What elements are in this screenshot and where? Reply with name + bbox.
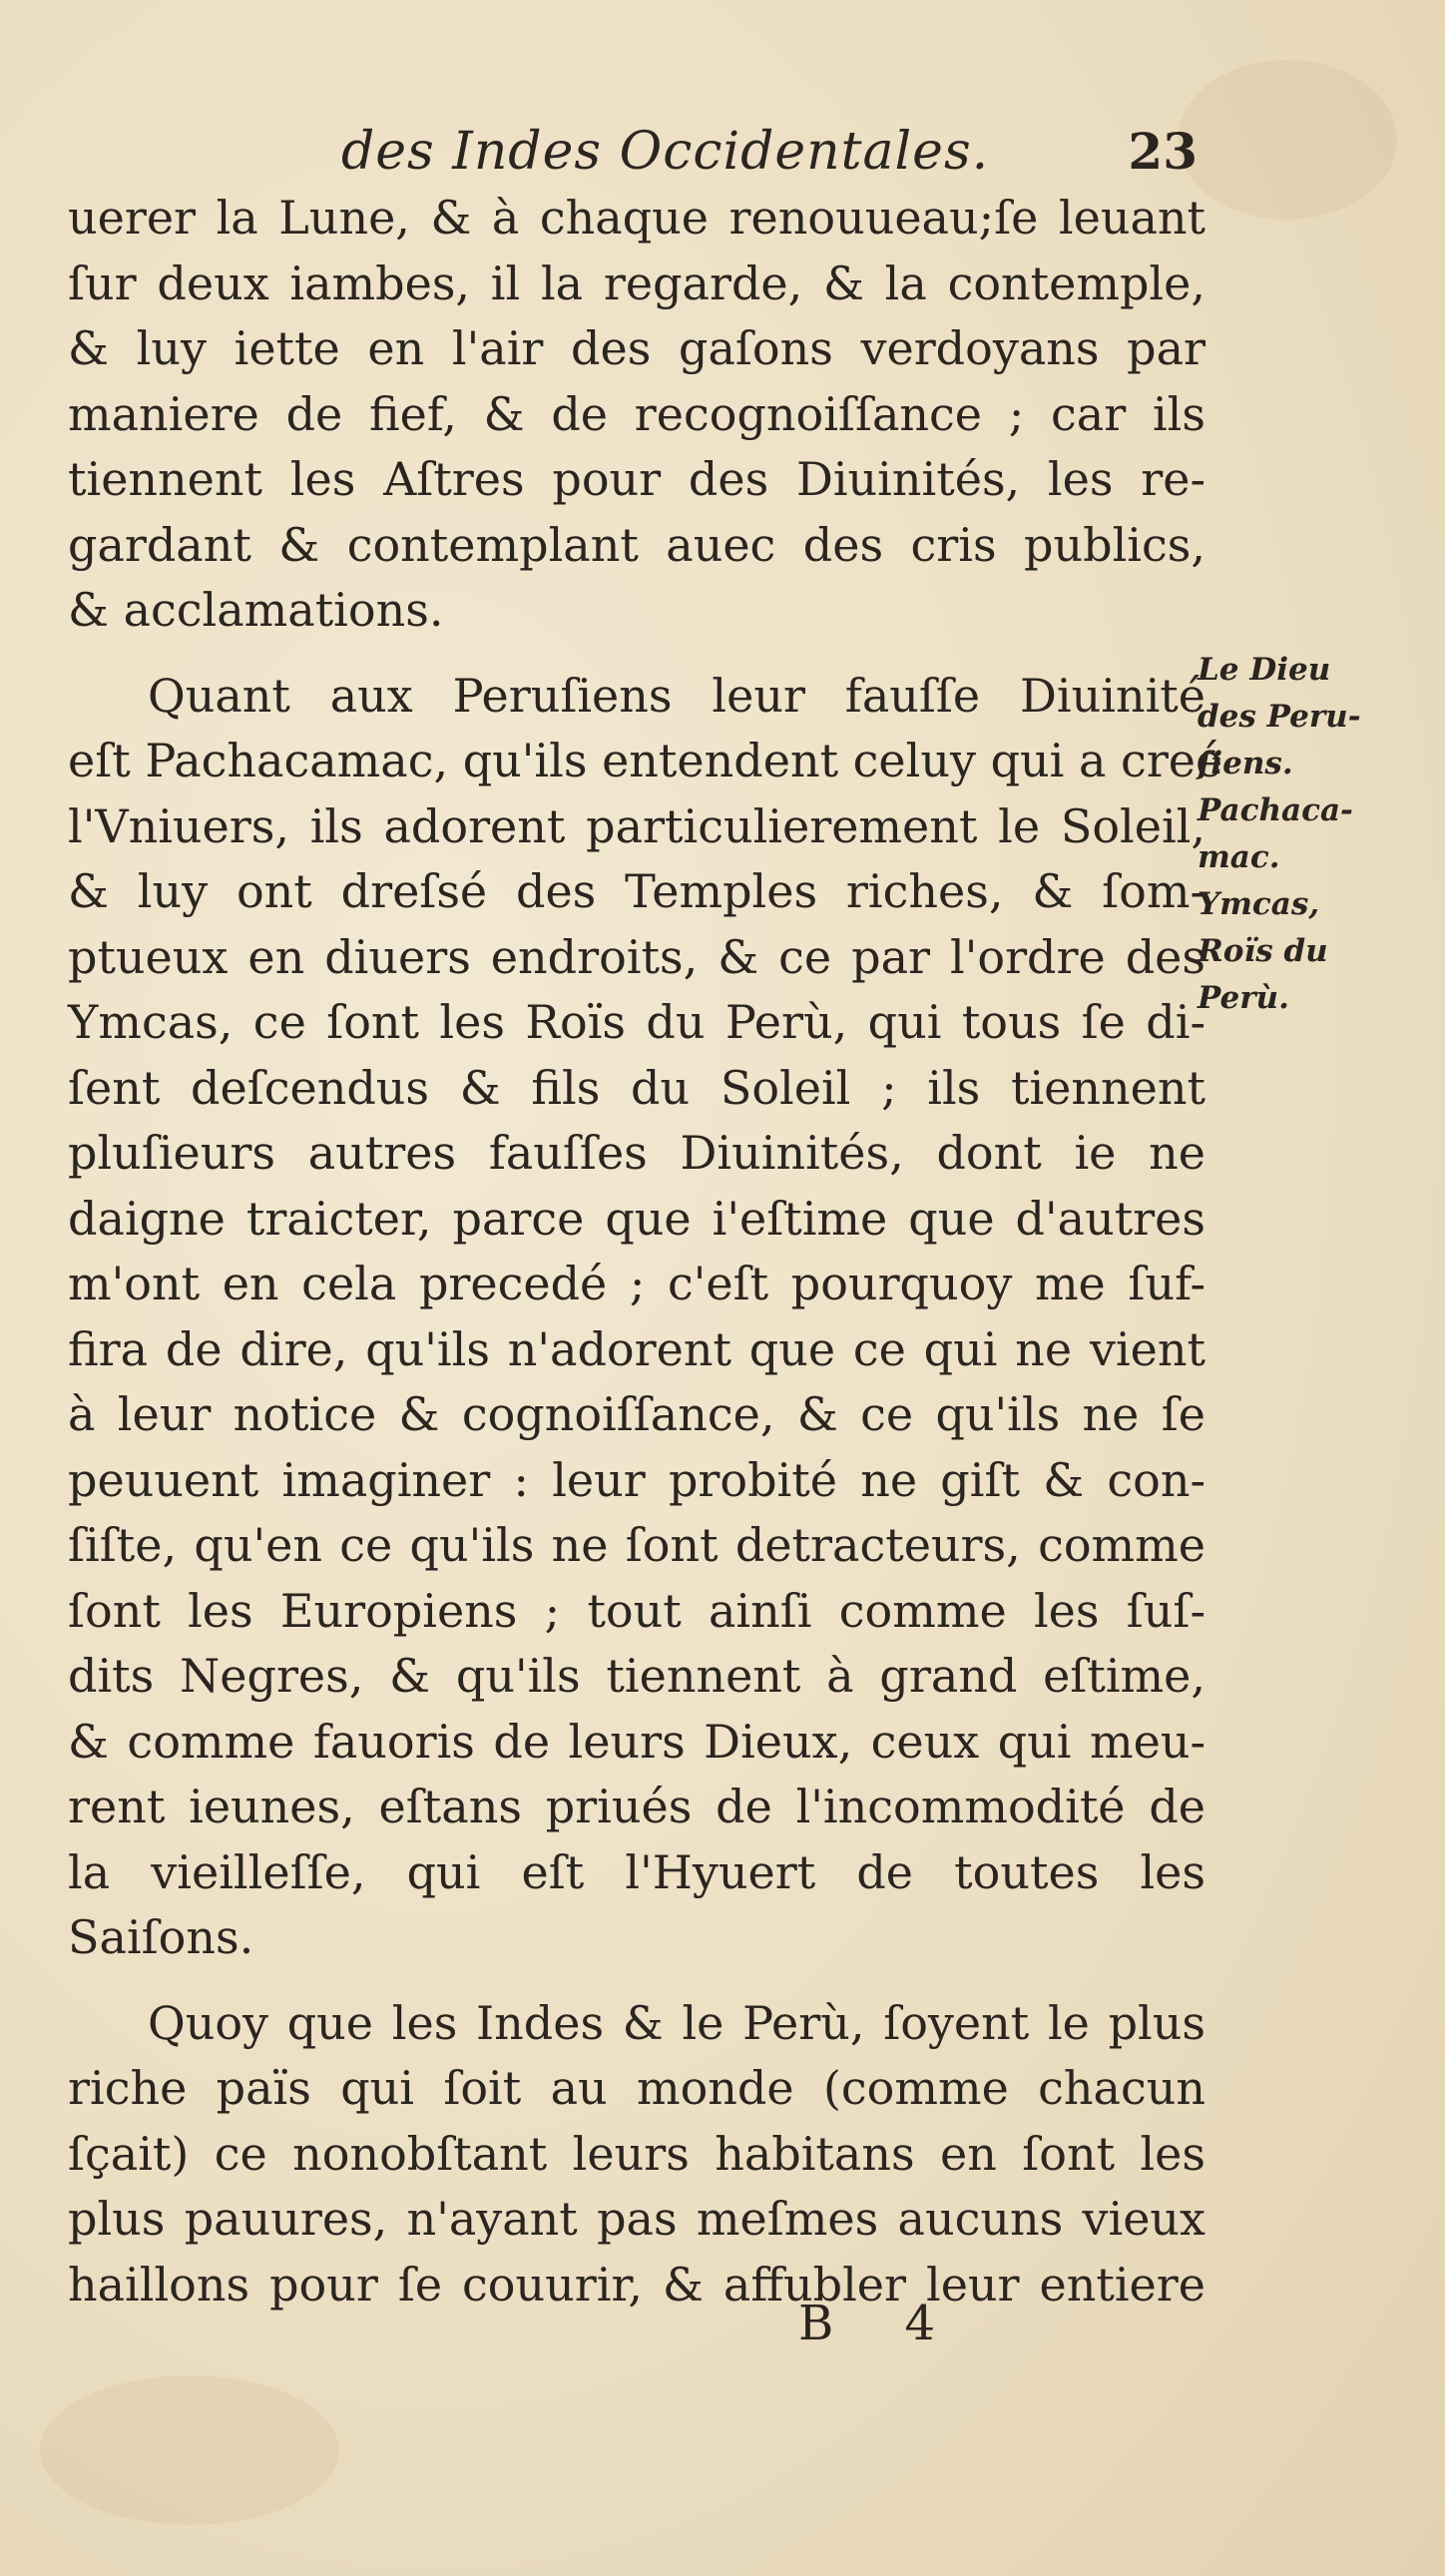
margin-note: mac.: [1198, 839, 1280, 875]
text-line: ſiſte, qu'en ce qu'ils ne ſont detracteurs, comme: [68, 1518, 1205, 1572]
text-line: rent ieunes, eſtans priués de l'incommodité de: [68, 1780, 1205, 1833]
text-line: ſçait) ce nonobſtant leurs habitans en ſont les: [68, 2126, 1205, 2181]
text-line: daigne traicter, parce que i'eſtime que d'autres: [68, 1191, 1205, 1246]
text-line: la vieilleſſe, qui eſt l'Hyuert de toutes les: [68, 1844, 1205, 1899]
text-line: ſent deſcendus & fils du Soleil ; ils tiennent: [68, 1060, 1205, 1115]
text-line: ptueux en diuers endroits, & ce par l'ordre des: [68, 929, 1205, 984]
text-line: haillons pour ſe couurir, & affubler leur entiere: [68, 2257, 1205, 2312]
text-line: uerer la Lune, & à chaque renouueau;ſe leuant: [68, 191, 1205, 245]
text-line: Quant aux Peruſiens leur fauſſe Diuinité: [148, 668, 1205, 723]
signature-mark: B 4: [798, 2296, 964, 2351]
margin-note: des Peru-: [1198, 699, 1361, 735]
text-line: fira de dire, qu'ils n'adorent que ce qui ne vient: [68, 1321, 1205, 1376]
paper-stain: [40, 2375, 339, 2525]
margin-note: ſiens.: [1198, 746, 1293, 781]
text-line: ſur deux iambes, il la regarde, & la contemple,: [68, 256, 1205, 310]
text-line: maniere de fief, & de recognoiſſance ; car ils: [68, 386, 1205, 441]
paper-stain: [1178, 60, 1397, 220]
text-line: l'Vniuers, ils adorent particulierement le Soleil,: [68, 798, 1205, 853]
margin-note: Ymcas,: [1198, 886, 1320, 922]
margin-note: Perù.: [1198, 980, 1289, 1016]
body-text: [68, 186, 1223, 2318]
text-line: & comme fauoris de leurs Dieux, ceux qui meu-: [68, 1714, 1205, 1769]
text-line: tiennent les Aſtres pour des Diuinités, les re-: [68, 452, 1205, 506]
margin-note: Pachaca-: [1198, 792, 1353, 828]
text-line: pluſieurs autres fauſſes Diuinités, dont ie ne: [68, 1126, 1205, 1180]
text-line: riche païs qui ſoit au monde (comme chacun: [68, 2061, 1205, 2115]
text-line: & luy ont dreſsé des Temples riches, & ſom-: [68, 864, 1205, 918]
text-line: ſont les Europiens ; tout ainſi comme les ſuſ-: [68, 1583, 1205, 1638]
text-line: eſt Pachacamac, qu'ils entendent celuy qui a creé: [68, 734, 1223, 787]
text-line: Quoy que les Indes & le Perù, ſoyent le plus: [148, 1995, 1205, 2050]
text-line: Saiſons.: [68, 1910, 254, 1964]
margin-note: Roïs du: [1198, 933, 1328, 969]
text-line: & acclamations.: [68, 583, 444, 637]
margin-notes: [1198, 647, 1437, 1022]
text-line: dits Negres, & qu'ils tiennent à grand eſtime,: [68, 1649, 1205, 1703]
text-line: & luy iette en l'air des gaſons verdoyans par: [68, 321, 1205, 375]
text-line: plus pauures, n'ayant pas meſmes aucuns vieux: [68, 2192, 1205, 2246]
text-line: à leur notice & cognoiſſance, & ce qu'ils ne ſe: [68, 1387, 1205, 1441]
page-number: 23: [1128, 122, 1198, 181]
text-line: peuuent imaginer : leur probité ne giſt & con-: [68, 1452, 1205, 1507]
text-line: Ymcas, ce ſont les Roïs du Perù, qui tous ſe di-: [68, 995, 1205, 1049]
text-line: gardant & contemplant auec des cris publics,: [68, 517, 1205, 572]
margin-note: Le Dieu: [1198, 652, 1331, 688]
running-head: [70, 118, 1198, 188]
running-head-title: des Indes Occidentales.: [341, 122, 990, 182]
text-line: m'ont en cela precedé ; c'eſt pourquoy me ſuf-: [68, 1257, 1205, 1310]
